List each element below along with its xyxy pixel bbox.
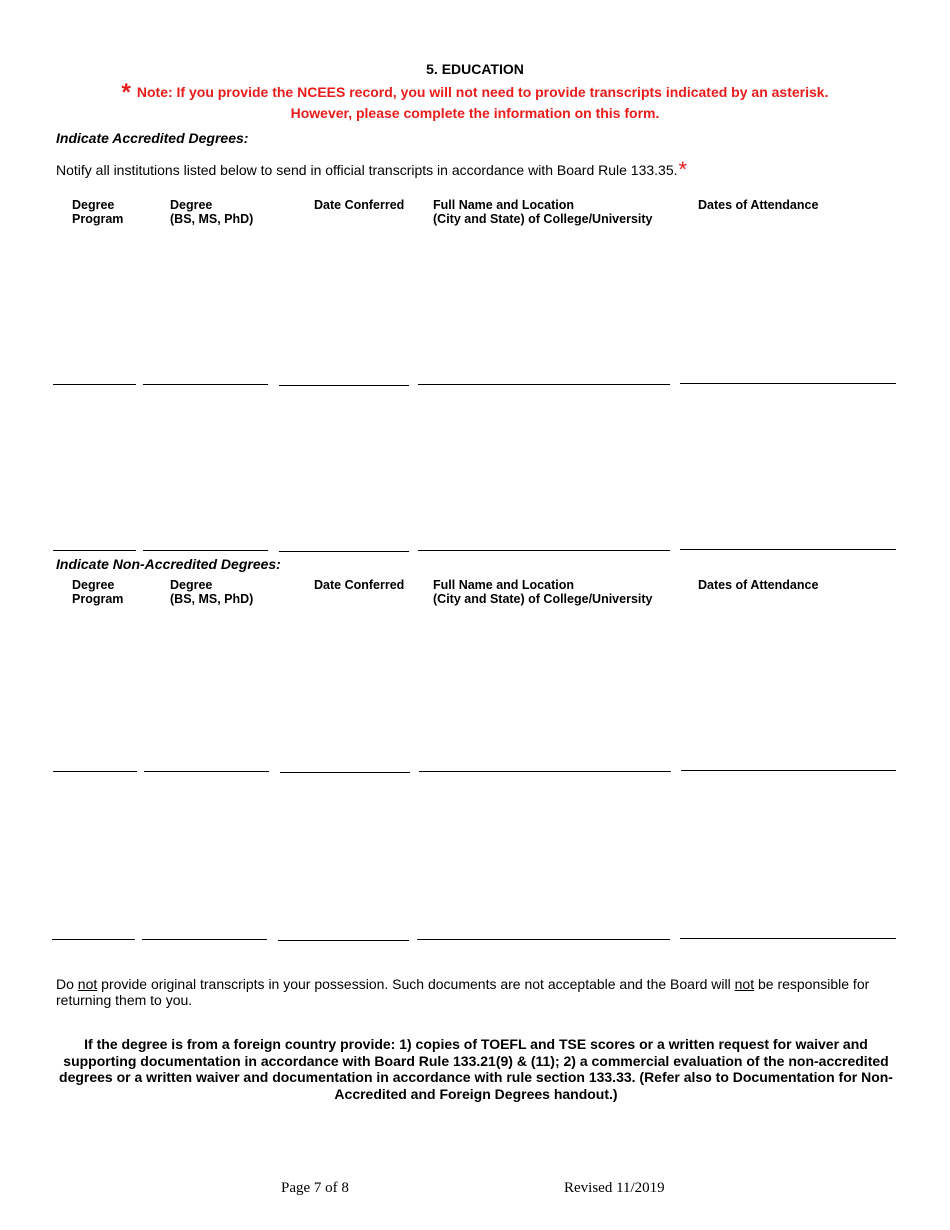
- ncees-note: [0, 79, 950, 107]
- non-accredited-entry-1-degree-field[interactable]: [144, 771, 269, 772]
- accredited-entry-2-name-location-field[interactable]: [418, 550, 670, 551]
- non-accredited-entry-1-name-location-field[interactable]: [419, 771, 671, 772]
- non-accredited-entry-2-degree-field[interactable]: [142, 939, 267, 940]
- non-accredited-entry-2-degree-program-field[interactable]: [52, 939, 135, 940]
- accredited-entry-2-degree-program-field[interactable]: [53, 550, 136, 551]
- column-header-name-location: Full Name and Location (City and State) of College/University: [433, 578, 653, 606]
- ncees-note-continued: However, please complete the information on this form.: [290, 105, 660, 121]
- ncees-note-text: Note: If you provide the NCEES record, you will not need to provide transcripts indicated by an asterisk.: [136, 84, 829, 100]
- column-header-dates-attendance: Dates of Attendance: [698, 578, 819, 592]
- accredited-entry-1-degree-field[interactable]: [143, 384, 268, 385]
- column-header-degree: Degree (BS, MS, PhD): [170, 198, 254, 226]
- non-accredited-entry-2-name-location-field[interactable]: [417, 939, 670, 940]
- accredited-entry-2-degree-field[interactable]: [143, 550, 268, 551]
- foreign-degree-notice: If the degree is from a foreign country provide: 1) copies of TOEFL and TSE scores or a written request for waiver and supporting documentation in accordance with Board Rule 133.21(9) & (11); 2) a commercial evaluation of the non-accredited degrees or a written waiver and documentation in accordance with rule section 133.33. (Refer also to Documentation for Non-Accredited and Foreign Degrees handout.): [59, 1036, 893, 1102]
- non-accredited-entry-2-dates-attendance-field[interactable]: [680, 938, 896, 939]
- non-accredited-entry-1-degree-program-field[interactable]: [53, 771, 137, 772]
- non-accredited-heading: Indicate Non-Accredited Degrees:: [56, 556, 281, 572]
- column-header-date-conferred: Date Conferred: [314, 198, 405, 212]
- asterisk-icon: *: [678, 157, 688, 182]
- column-header-name-location: Full Name and Location (City and State) of College/University: [433, 198, 653, 226]
- page-number: Page 7 of 8: [281, 1180, 349, 1196]
- accredited-entry-1-name-location-field[interactable]: [418, 384, 670, 385]
- accredited-entry-1-degree-program-field[interactable]: [53, 384, 136, 385]
- non-accredited-entry-2-date-conferred-field[interactable]: [278, 940, 409, 941]
- original-transcripts-notice: Do not provide original transcripts in your possession. Such documents are not acceptable and the Board will not be responsible for returning them to you.: [56, 976, 870, 1008]
- non-accredited-entry-1-dates-attendance-field[interactable]: [681, 770, 896, 771]
- notify-institutions-text: Notify all institutions listed below to send in official transcripts in accordance with Board Rule 133.35.*: [56, 157, 688, 182]
- accredited-heading: Indicate Accredited Degrees:: [56, 130, 249, 146]
- accredited-entry-1-date-conferred-field[interactable]: [279, 385, 409, 386]
- column-header-degree-program: Degree Program: [72, 578, 124, 606]
- revision-date: Revised 11/2019: [564, 1180, 665, 1196]
- accredited-entry-2-dates-attendance-field[interactable]: [680, 549, 896, 550]
- accredited-entry-2-date-conferred-field[interactable]: [279, 551, 409, 552]
- asterisk-icon: *: [121, 79, 131, 106]
- section-title: 5. EDUCATION: [426, 61, 524, 77]
- column-header-date-conferred: Date Conferred: [314, 578, 405, 592]
- accredited-entry-1-dates-attendance-field[interactable]: [680, 383, 896, 384]
- column-header-degree: Degree (BS, MS, PhD): [170, 578, 254, 606]
- column-header-dates-attendance: Dates of Attendance: [698, 198, 819, 212]
- column-header-degree-program: Degree Program: [72, 198, 124, 226]
- non-accredited-entry-1-date-conferred-field[interactable]: [280, 772, 410, 773]
